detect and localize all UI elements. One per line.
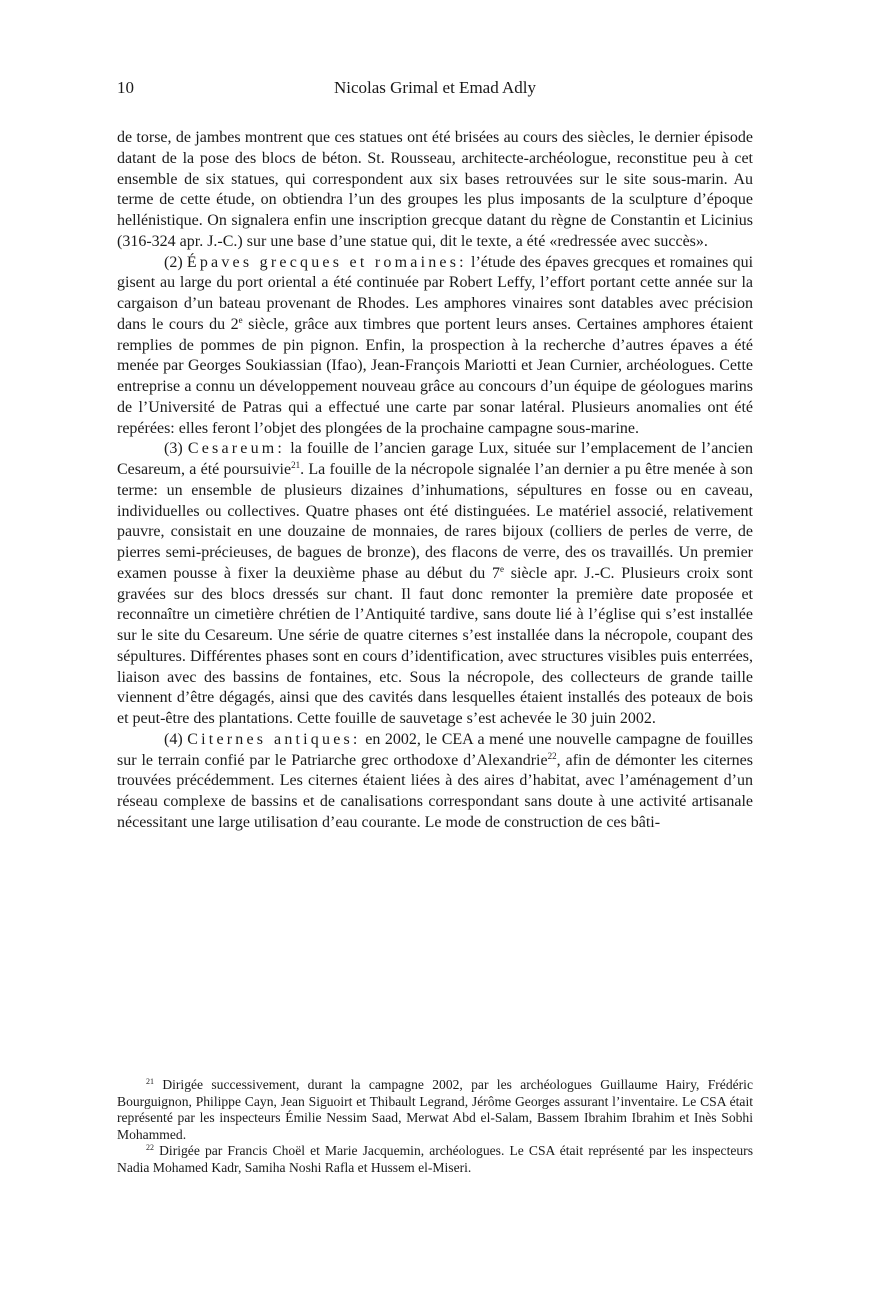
paragraph-2-number: (2): [164, 253, 183, 271]
paragraph-4: [117, 730, 753, 834]
footnote-text: Dirigée par Francis Choël et Marie Jacquemin, archéologues. Le CSA était représenté par les inspecteurs Nadia Mohamed Kadr, Samiha Noshi Rafla et Hussem el-Miseri.: [117, 1143, 753, 1175]
paragraph-3-text-after: . La fouille de la nécropole signalée l’an dernier a pu être menée à son terme: un ensemble de plusieurs dizaines d’inhumations, sépultures en fosse ou en caveau, individuelles ou collectives. Quatre phases ont été distinguées. Le matériel associé, relativement pauvre, consistait en une douzaine de monnaies, de rares bijoux (colliers de perles de verre, de pierres semi-précieuses, de bagues de bronze), des flacons de verre, des os travaillés. Un premier examen pousse à fixer la deuxième phase au début du 7: [117, 461, 754, 582]
paragraph-3-number: (3): [164, 440, 183, 458]
paragraph-3-text-end: siècle apr. J.-C. Plusieurs croix sont gravées sur des blocs dressés sur chant. Il faut donc remonter la première date proposée et reconnaître un cimetière chrétien de l’Antiquité tardive, sans doute lié à l’église qui s’est installée sur le site du Cesareum. Une série de quatre citernes s’est installée dans la nécropole, coupant des sépultures. Différentes phases sont en cours d’identification, avec structures visibles puis enterrées, liaison avec des bassins de fontaines, etc. Sous la nécropole, des collecteurs de grande taille viennent d’être dégagés, ainsi que des cavités dans lesquelles étaient installés des poteaux de bois et peut-être des plantations. Cette fouille de sauvetage s’est achevée le 30 juin 2002.: [117, 564, 753, 727]
footnote-ref-21[interactable]: 21: [291, 460, 301, 470]
paragraph-2-text-after: siècle, grâce aux timbres que portent leurs anses. Certaines amphores étaient remplies de pommes de pin pignon. Enfin, la prospection à la recherche d’autres épaves a été menée par Georges Soukiassian (Ifao), Jean-François Mariotti et Jean Curnier, archéologues. Cette entreprise a connu un développement nouveau grâce au concours d’un équipe de géologues marins de l’Université de Patras qui a effectué une carte par sonar latéral. Plusieurs anomalies ont été repérées: elles feront l’objet des plongées de la prochaine campagne sous-marine.: [117, 315, 754, 437]
body-text: [117, 128, 753, 834]
paragraph-4-text-after: , afin de démonter les citernes trouvées précédemment. Les citernes étaient liées à des aires d’habitat, avec l’aménagement d’un réseau complexe de bassins et de canalisations correspondant sans doute à une activité artisanale nécessitant une large utilisation d’eau courante. Le mode de construction de ces bâti-: [117, 751, 754, 831]
paragraph-2: [117, 253, 753, 440]
footnote-text: Dirigée successivement, durant la campagne 2002, par les archéologues Guillaume Hairy, Frédéric Bourguignon, Philippe Cayn, Jean Siguoirt et Thibault Legrand, Jérôme Georges assurant l’inventaire. Le CSA était représenté par les inspecteurs Émilie Nessim Saad, Merwat Abd el-Salam, Bassem Ibrahim Ibrahim et Inès Sobhi Mohammed.: [117, 1077, 753, 1142]
paragraph-3: [117, 439, 753, 730]
paragraph-2-text: l’étude des épaves grecques et romaines qui gisent au large du port oriental a été continuée par Robert Leffy, l’effort portant cette année sur la cargaison d’un bateau provenant de Rhodes. Les amphores vinaires sont datables avec précision dans le cours du 2: [117, 253, 754, 333]
paragraph-4-heading: Citernes antiques:: [187, 730, 361, 748]
paragraph-2-heading: Épaves grecques et romaines:: [186, 253, 467, 271]
footnote-21: [117, 1077, 753, 1143]
footnote-mark: 21: [146, 1077, 154, 1086]
paragraph-4-number: (4): [164, 730, 183, 748]
footnote-22: [117, 1143, 753, 1176]
superscript: e: [500, 563, 505, 574]
footnote-mark: 22: [146, 1143, 154, 1152]
paragraph-3-text: la fouille de l’ancien garage Lux, située sur l’emplacement de l’ancien Cesareum, a été poursuivie: [117, 440, 754, 478]
paragraph-3-heading: Cesareum:: [187, 440, 286, 458]
running-title: Nicolas Grimal et Emad Adly: [333, 78, 537, 97]
page-number: 10: [117, 78, 134, 97]
paragraph-1-text: de torse, de jambes montrent que ces statues ont été brisées au cours des siècles, le dernier épisode datant de la pose des blocs de béton. St. Rousseau, architecte-archéologue, reconstitue peu à cet ensemble de six statues, qui correspondent aux six bases retrouvées sur le site sous-marin. Au terme de cette étude, on obtiendra l’un des groupes les plus imposants de la sculpture d’époque hellénistique. On signalera enfin une inscription grecque datant du règne de Constantin et Licinius (316-324 apr. J.-C.) sur une base d’une statue qui, dit le texte, a été «redressée avec succès».: [117, 129, 753, 250]
paragraph-1: [117, 128, 753, 253]
paragraph-4-text: en 2002, le CEA a mené une nouvelle campagne de fouilles sur le terrain confié par le Patriarche grec orthodoxe d’Alexandrie: [117, 730, 754, 769]
page-header: [117, 76, 753, 100]
footnotes: [117, 1077, 753, 1176]
superscript: e: [238, 314, 243, 325]
footnote-ref-22[interactable]: 22: [547, 750, 557, 761]
